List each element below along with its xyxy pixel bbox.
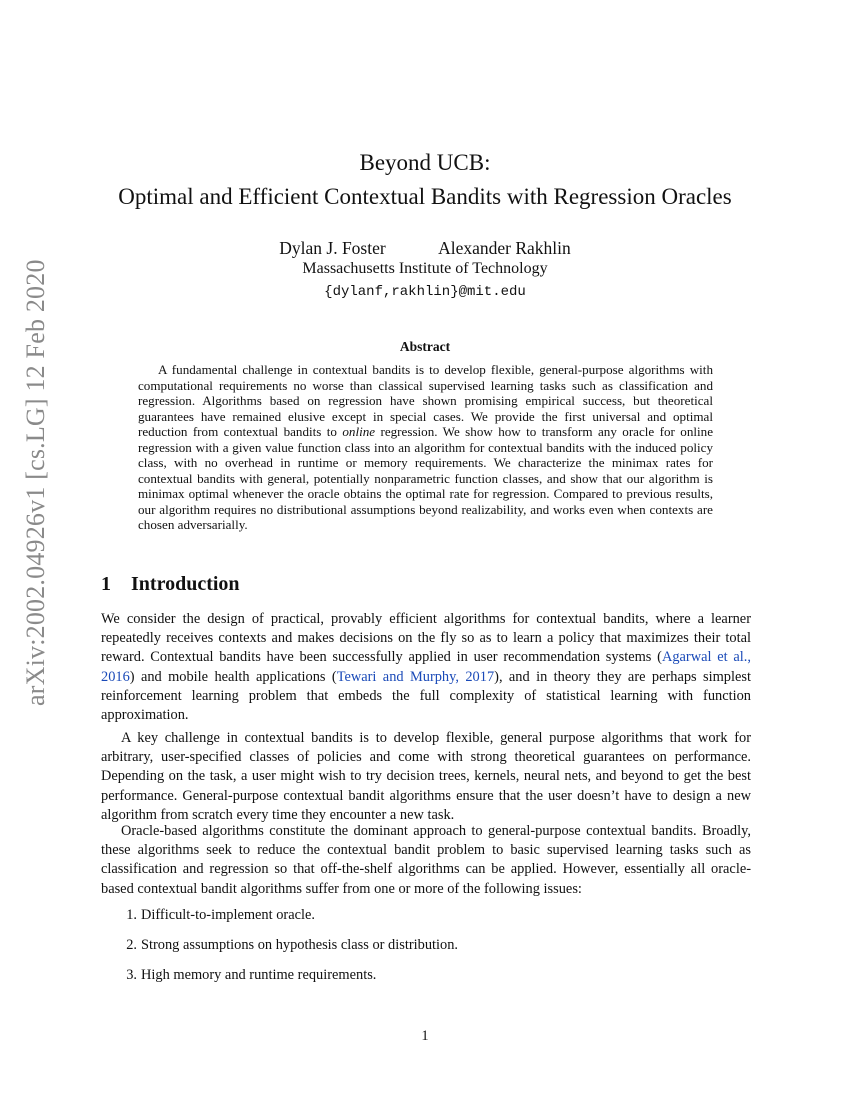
citation-link[interactable]: Agarwal et al., 2016	[101, 649, 751, 685]
author-name: Dylan J. Foster	[279, 238, 386, 258]
section-heading	[101, 573, 240, 596]
section-number: 1	[101, 573, 111, 595]
abstract-heading: Abstract	[399, 339, 451, 354]
list-item: 3. High memory and runtime requirements.	[126, 967, 377, 983]
issues-list	[101, 906, 751, 996]
author-name: Alexander Rakhlin	[438, 238, 571, 258]
affiliation: Massachusetts Institute of Technology	[302, 260, 548, 277]
section-title: Introduction	[131, 573, 240, 595]
intro-paragraph-3: Oracle-based algorithms constitute the dominant approach to general-purpose contextual bandits. Broadly, these algorithms seek to reduce the contextual bandit problem to basic supervised learning tasks such as classification and regression so that off-the-shelf algorithms can be applied. However, essentially all oracle-based contextual bandit algorithms suffer from one or more of the following issues:	[101, 823, 751, 897]
paper-title-line2: Optimal and Efficient Contextual Bandits with Regression Oracles	[118, 184, 732, 209]
list-item: 2. Strong assumptions on hypothesis class or distribution.	[126, 937, 458, 953]
intro-paragraph-2: A key challenge in contextual bandits is to develop flexible, general purpose algorithms that work for arbitrary, user-specified classes of policies and come with strong theoretical guarantees on performance. Depending on the task, a user might wish to try decision trees, kernels, neural nets, and beyond to get the best performance. General-purpose contextual bandit algorithms ensure that the user doesn’t have to design a new algorithm from scratch every time they encounter a new task.	[101, 730, 751, 823]
paper-title-line1: Beyond UCB:	[359, 150, 491, 175]
list-item: 1. Difficult-to-implement oracle.	[126, 907, 315, 923]
arxiv-identifier: arXiv:2002.04926v1 [cs.LG] 12 Feb 2020	[21, 259, 50, 706]
author-list	[0, 238, 850, 259]
page-number: 1	[421, 1028, 429, 1044]
author-email: {dylanf,rakhlin}@mit.edu	[324, 284, 526, 300]
intro-paragraph-1: We consider the design of practical, provably efficient algorithms for contextual bandits, where a learner repeatedly receives contexts and makes decisions on the fly so as to learn a policy that maximizes their total reward. Contextual bandits have been successfully applied in user recommendation systems (Agarwal et al., 2016) and mobile health applications (Tewari and Murphy, 2017), and in theory they are perhaps simplest reinforcement learning problem that embeds the full complexity of statistical learning with function approximation.	[101, 611, 751, 724]
abstract-text: A fundamental challenge in contextual bandits is to develop flexible, general-purpose algorithms with computational requirements no worse than classical supervised learning tasks such as classification and regression. Algorithms based on regression have shown promising empirical success, but theoretical guarantees have remained elusive except in special cases. We provide the first universal and optimal reduction from contextual bandits to online regression. We show how to transform any oracle for online regression with a given value function class into an algorithm for contextual bandits with the induced policy class, with no overhead in runtime or memory requirements. We characterize the minimax rates for contextual bandits with general, potentially nonparametric function classes, and show that our algorithm is minimax optimal whenever the oracle obtains the optimal rate for regression. Compared to previous results, our algorithm requires no distributional assumptions beyond realizability, and works even when contexts are chosen adversarially.	[138, 362, 714, 532]
citation-link[interactable]: Tewari and Murphy, 2017	[336, 668, 495, 685]
